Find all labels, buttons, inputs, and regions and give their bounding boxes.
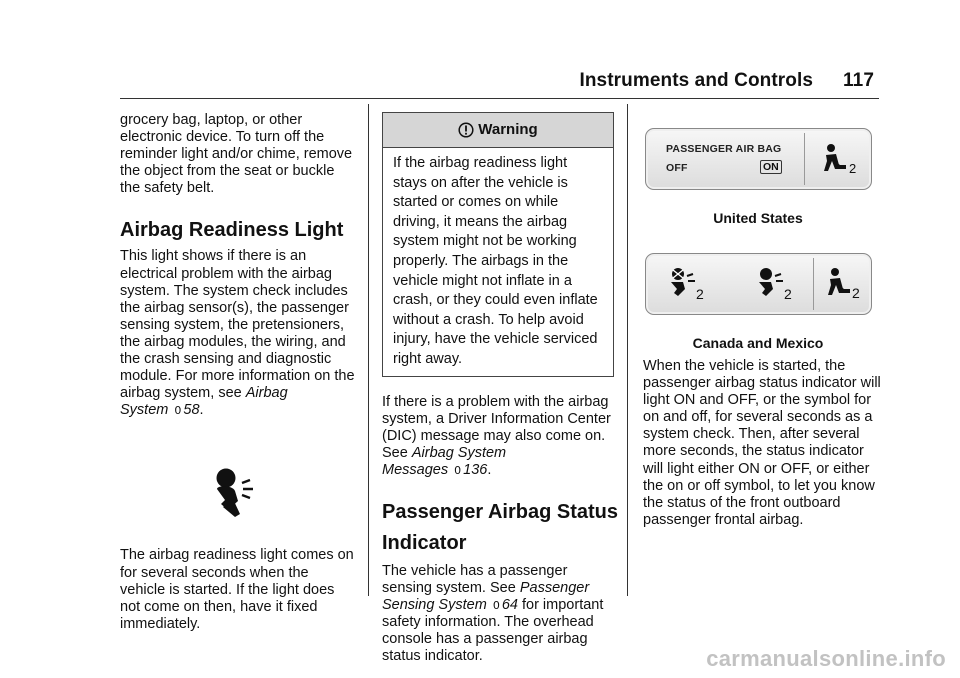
airbag-system-link[interactable]: Airbag System [120, 385, 288, 419]
column-divider-left [368, 104, 369, 596]
page-ref-58[interactable]: 58 [183, 402, 200, 419]
watermark: carmanualsonline.info [706, 646, 946, 671]
section-title: Instruments and Controls [579, 70, 814, 91]
warning-header [383, 113, 613, 148]
svg-text:2: 2 [852, 285, 860, 301]
column-1 [120, 112, 356, 633]
header-rule [120, 98, 879, 99]
page-ref-64[interactable]: 64 [501, 597, 518, 614]
airbag-readiness-heading: Airbag Readiness Light [120, 219, 344, 242]
dic-paragraph: If there is a problem with the airbag system, a Driver Information Center (DIC) message may also come on. See Airbag System Messages 0 136. [382, 393, 611, 478]
airbag-messages-link[interactable]: Airbag System Messages [382, 444, 507, 478]
intro-paragraph: grocery bag, laptop, or other electronic device. To turn off the reminder light and/or chime, remove the object from the seat or buckle the safety belt. [120, 112, 353, 197]
warning-title: Warning [478, 121, 538, 139]
caption-canada-mexico: Canada and Mexico [692, 335, 824, 351]
canada-indicator-panel [645, 253, 872, 315]
svg-text:2: 2 [849, 161, 857, 176]
readiness-text: This light shows if there is an electrical problem with the airbag system. The system check includes the airbag sensor(s), the passenger sensing system, the pretensioners, the airbag modules, the wiring, and the crash sensing and diagnostic module. For more information on the airbag system, see [120, 248, 355, 402]
column-2 [382, 112, 619, 666]
panel-off-label: OFF [666, 162, 688, 174]
panel-divider [804, 133, 805, 185]
column-3 [643, 358, 881, 529]
panel-divider [813, 258, 814, 310]
column-divider-right [627, 104, 628, 596]
caption-united-states: United States [713, 210, 803, 226]
passenger-sensing-link[interactable]: Passenger Sensing System [382, 580, 590, 614]
warning-icon [458, 122, 474, 138]
status-indicator-paragraph: When the vehicle is started, the passenger airbag status indicator will light ON and OFF, or the symbol for on and off, for several seconds as a system check. Then, after several more seconds, the status indicator will light either ON or OFF, or either the on or off symbol, to let you know the status of the front outboard passenger frontal airbag. [643, 358, 881, 528]
airbag-readiness-icon [213, 467, 259, 517]
svg-text:2: 2 [696, 286, 704, 301]
airbag-on-icon [756, 267, 802, 301]
readiness-paragraph: This light shows if there is an electrical problem with the airbag system. The system check includes the airbag sensor(s), the passenger sensing system, the pretensioners, the airbag modules, the wiring, and the crash sensing and diagnostic module. For more information on the airbag system, see Airbag System 0 58. [120, 248, 355, 419]
airbag-off-icon [668, 267, 714, 301]
svg-text:2: 2 [784, 286, 792, 301]
page-ref-icon: 0 [454, 463, 462, 477]
page-number: 117 [843, 70, 874, 91]
seatbelt-icon [822, 267, 864, 301]
panel-label: PASSENGER AIR BAG [666, 143, 782, 155]
passenger-airbag-heading: Passenger Airbag Status Indicator [382, 501, 619, 554]
page-ref-icon: 0 [492, 599, 500, 613]
page-ref-icon: 0 [174, 404, 182, 418]
page-ref-136[interactable]: 136 [463, 461, 488, 478]
passenger-sensing-paragraph: The vehicle has a passenger sensing system. See Passenger Sensing System 0 64 for important safety information. The overhead console has a passenger airbag status indicator. [382, 563, 604, 665]
seatbelt-icon [818, 143, 858, 177]
readiness-paragraph-2: The airbag readiness light comes on for several seconds when the vehicle is started. If the light does not come on then, have it fixed immediately. [120, 547, 354, 632]
page-header [579, 70, 874, 92]
warning-box [382, 112, 614, 377]
us-indicator-panel [645, 128, 872, 190]
panel-on-label: ON [760, 160, 782, 174]
warning-text: If the airbag readiness light stays on after the vehicle is started or comes on while driving, it means the airbag system might not be working properly. The airbags in the vehicle might not inflate in a crash, or they could even inflate without a crash. To help avoid injury, have the vehicle serviced right away. [393, 155, 598, 367]
